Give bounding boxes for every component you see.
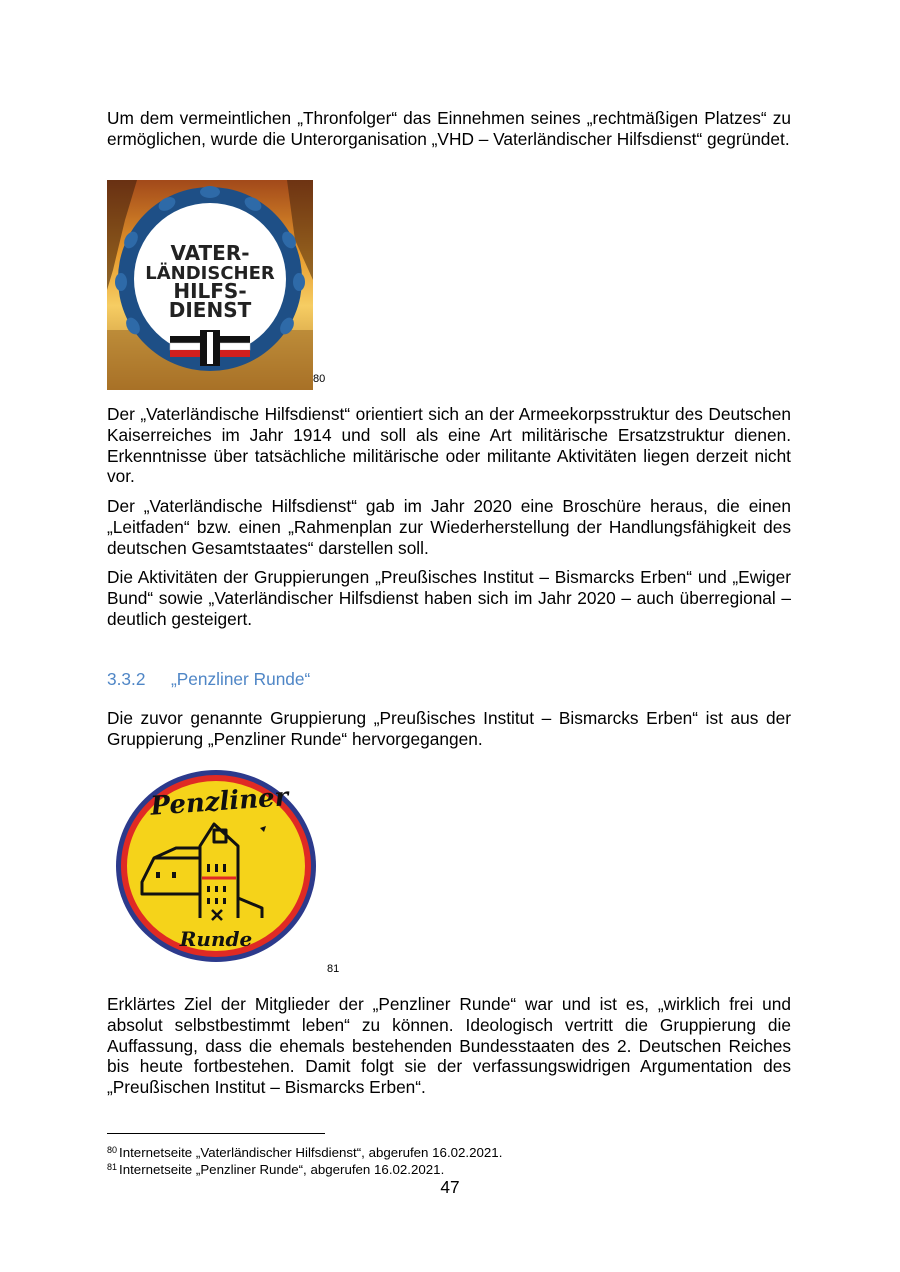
footnote-81 (107, 1159, 444, 1178)
paragraph-3 (107, 496, 791, 558)
footnote-ref-81: 81 (327, 963, 340, 975)
paragraph-5 (107, 708, 791, 750)
paragraph-1-text: Um dem vermeintlichen „Thronfolger“ das Einnehmen seines „rechtmäßigen Platzes“ zu ermöglichen, wurde die Unterorganisation „VHD – Vaterländischer Hilfsdienst“ gegründet. (107, 108, 791, 149)
penzliner-logo-bottom-text: Runde (179, 927, 253, 951)
footnote-80-text: Internetseite „Vaterländischer Hilfsdienst“, abgerufen 16.02.2021. (119, 1145, 503, 1160)
paragraph-2-text: Der „Vaterländische Hilfsdienst“ orientiert sich an der Armeekorpsstruktur des Deutschen Kaiserreiches im Jahr 1914 und soll als eine Art militärische Ersatzstruktur dienen. Erkenntnisse über tatsächliche militärische oder militante Aktivitäten liegen derzeit nicht vor. (107, 404, 791, 487)
footnote-separator (107, 1133, 325, 1134)
penzliner-logo-image (114, 768, 318, 964)
paragraph-6-text: Erklärtes Ziel der Mitglieder der „Penzliner Runde“ war und ist es, „wirklich frei und absolut selbstbestimmt leben“ zu können. Ideologisch vertritt die Gruppierung die Auffassung, dass die ehemals bestehenden Bundesstaaten des 2. Deutschen Reiches bis heute fortbestehen. Damit folgt sie der verfassungswidrigen Argumentation des „Preußischen Institut – Bismarcks Erben“. (107, 994, 791, 1098)
section-title: „Penzliner Runde“ (171, 669, 311, 689)
footnote-81-text: Internetseite „Penzliner Runde“, abgerufen 16.02.2021. (119, 1162, 445, 1177)
paragraph-5-text: Die zuvor genannte Gruppierung „Preußisches Institut – Bismarcks Erben“ ist aus der Gruppierung „Penzliner Runde“ hervorgegangen. (107, 708, 791, 749)
vhd-logo-image (107, 180, 313, 390)
vhd-logo-line-2: LÄNDISCHER (145, 263, 275, 284)
footnote-81-number: 81 (107, 1162, 118, 1172)
paragraph-6 (107, 994, 791, 1098)
paragraph-3-text: Der „Vaterländische Hilfsdienst“ gab im Jahr 2020 eine Broschüre heraus, die einen „Leitfaden“ bzw. einen „Rahmenplan zur Wiederherstellung der Handlungsfähigkeit des deutschen Gesamtstaates“ darstellen soll. (107, 496, 791, 558)
vhd-logo-line-1: VATER- (170, 241, 250, 265)
penzliner-logo-top-text: Penzliner (149, 782, 290, 822)
vhd-logo-line-4: DIENST (168, 298, 252, 322)
vhd-logo-line-3: HILFS- (173, 279, 247, 303)
footnote-80-number: 80 (107, 1145, 118, 1155)
paragraph-4 (107, 567, 791, 629)
section-number: 3.3.2 (107, 669, 146, 689)
footnote-ref-80: 80 (313, 373, 326, 385)
paragraph-1 (107, 108, 791, 150)
paragraph-2 (107, 404, 791, 487)
section-heading (107, 668, 310, 690)
page-number: 47 (440, 1177, 460, 1197)
paragraph-4-text: Die Aktivitäten der Gruppierungen „Preußisches Institut – Bismarcks Erben“ und „Ewiger Bund“ sowie „Vaterländischer Hilfsdienst haben sich im Jahr 2020 – auch überregional – deutlich gesteigert. (107, 567, 791, 629)
